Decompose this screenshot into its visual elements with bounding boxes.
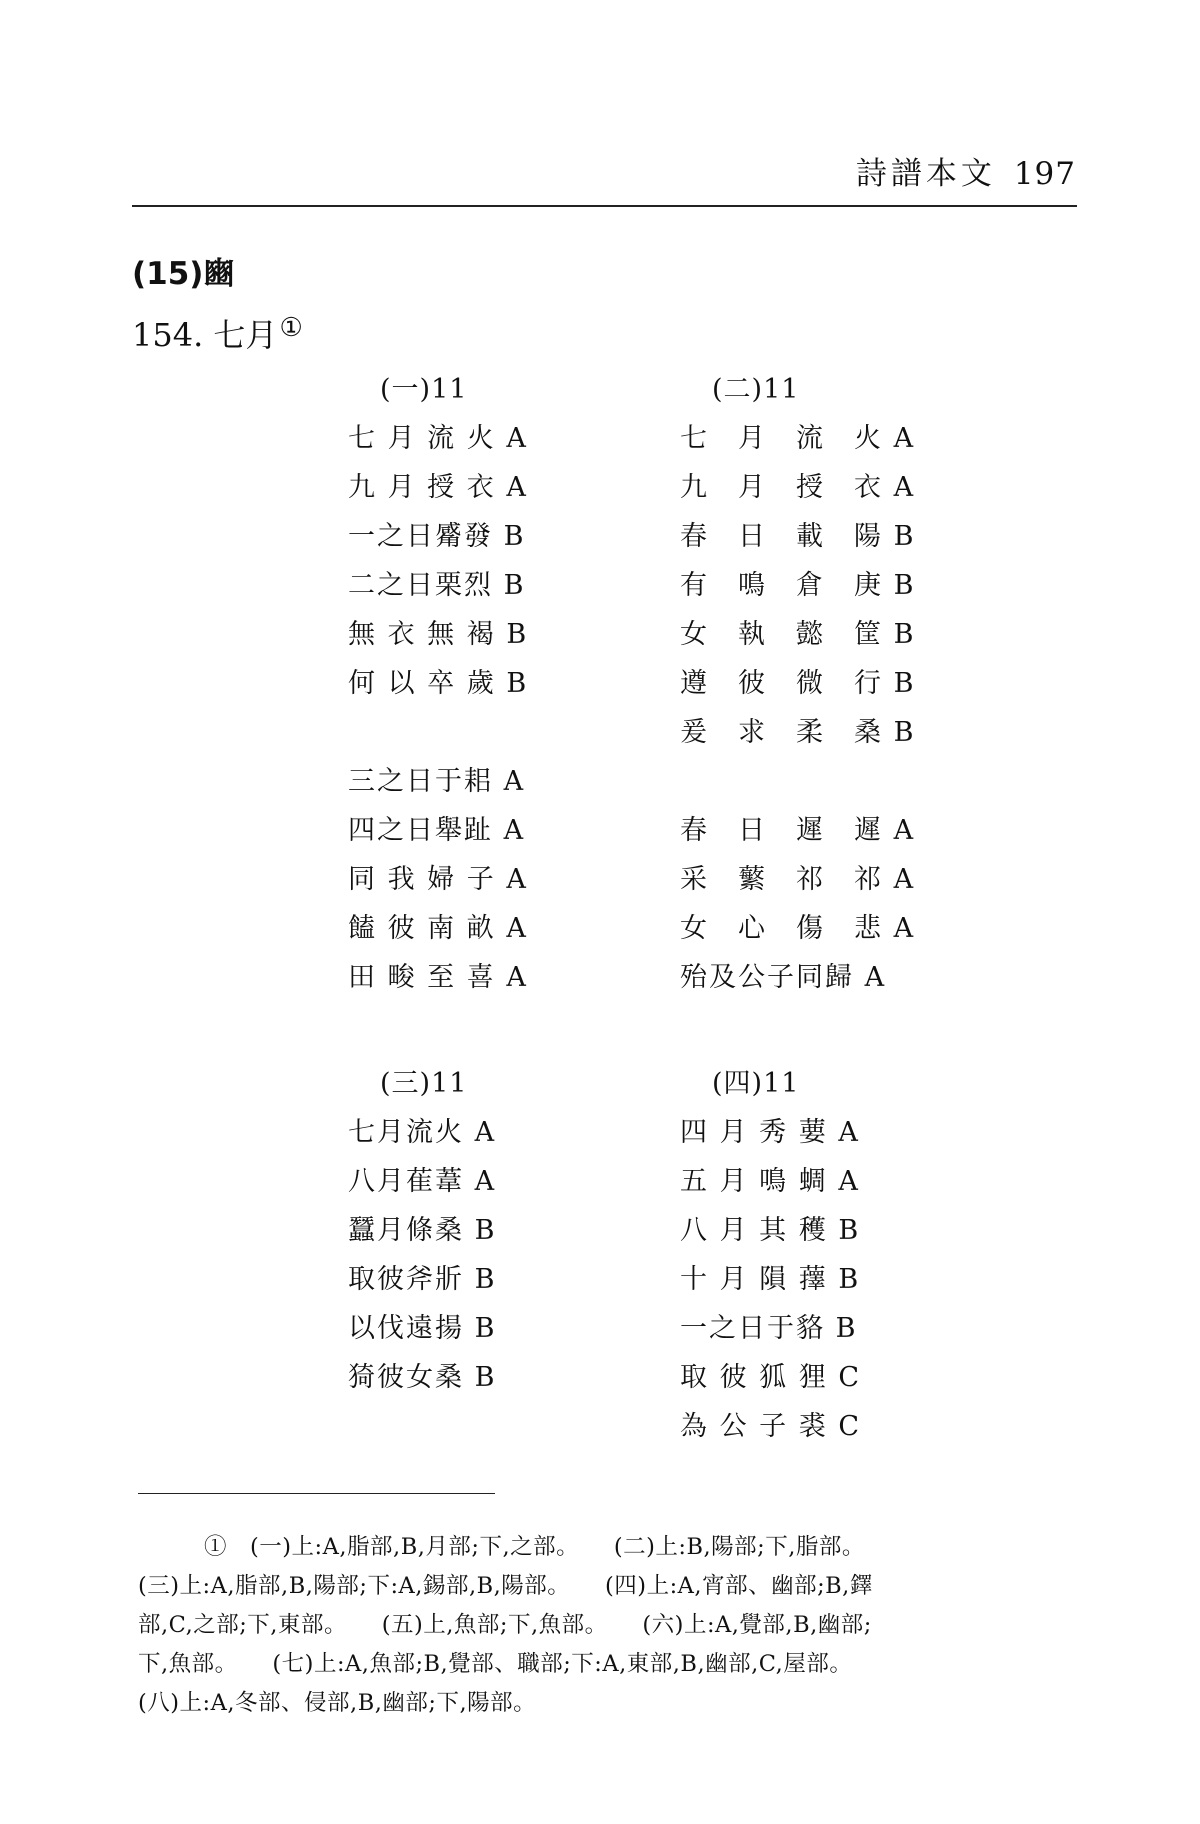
footnote-line: 部,C,之部;下,東部。 (五)上,魚部;下,魚部。 (六)上:A,覺部,B,幽部;: [138, 1612, 872, 1638]
verse-line: 殆及公子同歸 A: [680, 962, 887, 993]
verse-line: 春 日 遲 遲 A: [680, 815, 916, 846]
verse-line: 十 月 隕 蘀 B: [680, 1264, 861, 1295]
verse-line: 猗彼女桑 B: [348, 1362, 497, 1393]
verse-line: 八月萑葦 A: [348, 1166, 497, 1197]
verse-line: 五 月 鳴 蜩 A: [680, 1166, 860, 1197]
verse-line: 九 月 授 衣 A: [680, 472, 916, 503]
verse-line: 七月流火 A: [348, 1117, 497, 1148]
verse-line: 爰 求 柔 桑 B: [680, 717, 916, 748]
verse-line: 四 月 秀 葽 A: [680, 1117, 860, 1148]
verse-line: 何 以 卒 歲 B: [348, 668, 529, 699]
stanza-1: [348, 366, 528, 1002]
verse-line: 同 我 婦 子 A: [348, 864, 528, 895]
verse-line: 取 彼 狐 狸 C: [680, 1362, 861, 1393]
footnote-line: ① (一)上:A,脂部,B,月部;下,之部。 (二)上:B,陽部;下,脂部。: [204, 1534, 865, 1560]
verse-line: 蠶月條桑 B: [348, 1215, 497, 1246]
verse-line: 八 月 其 穫 B: [680, 1215, 861, 1246]
footnote-line: 下,魚部。 (七)上:A,魚部;B,覺部、職部;下:A,東部,B,幽部,C,屋部。: [138, 1651, 853, 1677]
verse-line: 女 執 懿 筐 B: [680, 619, 916, 650]
footnote-line: (八)上:A,冬部、侵部,B,幽部;下,陽部。: [138, 1690, 537, 1716]
verse-gap: [348, 708, 528, 757]
verse-line: 無 衣 無 褐 B: [348, 619, 529, 650]
stanza-3: [348, 1060, 496, 1402]
stanza-heading: (二)11: [712, 374, 800, 405]
verse-line: 采 蘩 祁 祁 A: [680, 864, 916, 895]
verse-line: 一之日觱發 B: [348, 521, 526, 552]
footnote-reference: ①: [279, 313, 303, 343]
verse-line: 九 月 授 衣 A: [348, 472, 528, 503]
verse-line: 七 月 流 火 A: [348, 423, 528, 454]
stanza-heading: (一)11: [380, 374, 468, 405]
verse-line: 以伐遠揚 B: [348, 1313, 497, 1344]
verse-line: 遵 彼 微 行 B: [680, 668, 916, 699]
stanza-4: [680, 1060, 861, 1451]
verse-line: 有 鳴 倉 庚 B: [680, 570, 916, 601]
verse-line: 七 月 流 火 A: [680, 423, 916, 454]
verse-line: 女 心 傷 悲 A: [680, 913, 916, 944]
header-rule: [132, 205, 1077, 207]
running-header-title: 詩譜本文: [855, 156, 996, 192]
footnote-rule: [138, 1493, 495, 1494]
verse-gap: [680, 757, 915, 806]
section-label: (15)豳: [132, 256, 235, 292]
poem-number-title: 154. 七月: [132, 316, 278, 354]
verse-line: 春 日 載 陽 B: [680, 521, 916, 552]
verse-line: 為 公 子 裘 C: [680, 1411, 861, 1442]
stanza-heading: (四)11: [712, 1068, 800, 1099]
verse-line: 四之日舉趾 A: [348, 815, 526, 846]
running-header: [856, 148, 1076, 193]
verse-line: 田 畯 至 喜 A: [348, 962, 528, 993]
verse-line: 饁 彼 南 畝 A: [348, 913, 528, 944]
verse-line: 三之日于耜 A: [348, 766, 526, 797]
footnote-line: (三)上:A,脂部,B,陽部;下:A,錫部,B,陽部。 (四)上:A,宵部、幽部;B,鐸: [138, 1573, 873, 1599]
page-number: 197: [1013, 156, 1076, 192]
stanza-2: [680, 366, 915, 1002]
verse-line: 一之日于貉 B: [680, 1313, 858, 1344]
stanza-heading: (三)11: [380, 1068, 468, 1099]
verse-line: 二之日栗烈 B: [348, 570, 526, 601]
verse-line: 取彼斧斨 B: [348, 1264, 497, 1295]
poem-title: [132, 310, 303, 356]
footnote: [138, 1528, 1088, 1723]
